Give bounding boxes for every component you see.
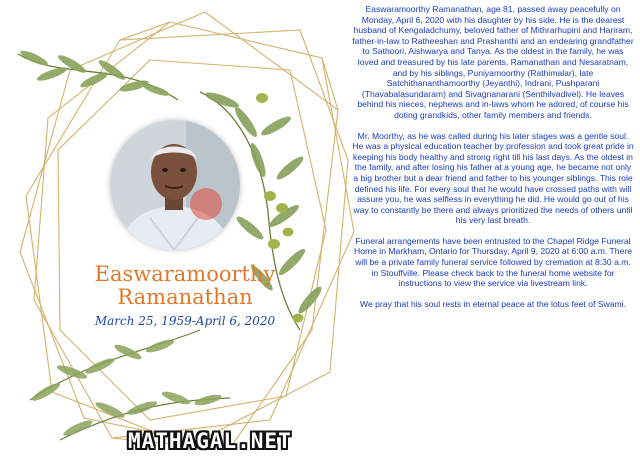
- site-watermark: MATHAGAL.NET: [128, 429, 292, 453]
- portrait-icon: [110, 120, 240, 250]
- life-dates: March 25, 1959-April 6, 2020: [94, 314, 276, 328]
- olive-branch-icon-top: [18, 48, 178, 100]
- name-first: Easwaramoorthy: [94, 262, 276, 286]
- name-last: Ramanathan: [117, 285, 253, 309]
- obituary-paragraph: Mr. Moorthy, as he was called during his later stages was a gentle soul. He was a physical education teacher by profession and took great pride in keeping his body healthy and strong right till his last days. As the oldest in the family, and after losing his father at a young age, he became not only a big brother but a dear friend and father to his younger siblings. This role defined his life. For every soul that he would have crossed paths with will assure you, he was selfless in everything he did. He would go out of his way to constantly be there and always prioritized the needs of others until his very last breath.: [352, 130, 634, 226]
- obituary-paragraph: Easwaramoorthy Ramanathan, age 81, passed away peacefully on Monday, April 6, 2020 with his daughter by his side. He is the dearest husband of Kengaladchumy, beloved father of Mithrarhupini and Hariram, father-in-law to Ratheeshan and Prashanthi and an endearing grandfather to Sathoori, Aishwarya and Tanya. As the oldest in the family, he was loved and treasured by his late parents, Ramanathan and Nesaratnam, and by his siblings, Puniyamoorthy (Rathimalar), late Satchithananthamoorthy (Jeyanthi), Indrani, Pushparani (Thavabalasundaram) and Sivagnanarani (Senthilvadivel). He leaves behind his nieces, nephews and in-laws whom he adored, of course his doting grandkids, other family members and friends.: [352, 4, 634, 120]
- portrait-photo: [110, 120, 240, 250]
- obituary-paragraph: We pray that his soul rests in eternal peace at the lotus feet of Swami.: [360, 298, 626, 309]
- obituary-paragraph: Funeral arrangements have been entrusted to the Chapel Ridge Funeral Home in Markham, Ontario for Thursday, April 9, 2020 at 6:00 a.m. There will be a private family funeral service followed by cremation at 8:30 a.m. in Stouffville. Please check back to the funeral home website for instructions to view the service via livestream link.: [354, 235, 632, 289]
- obituary-text: [352, 4, 634, 319]
